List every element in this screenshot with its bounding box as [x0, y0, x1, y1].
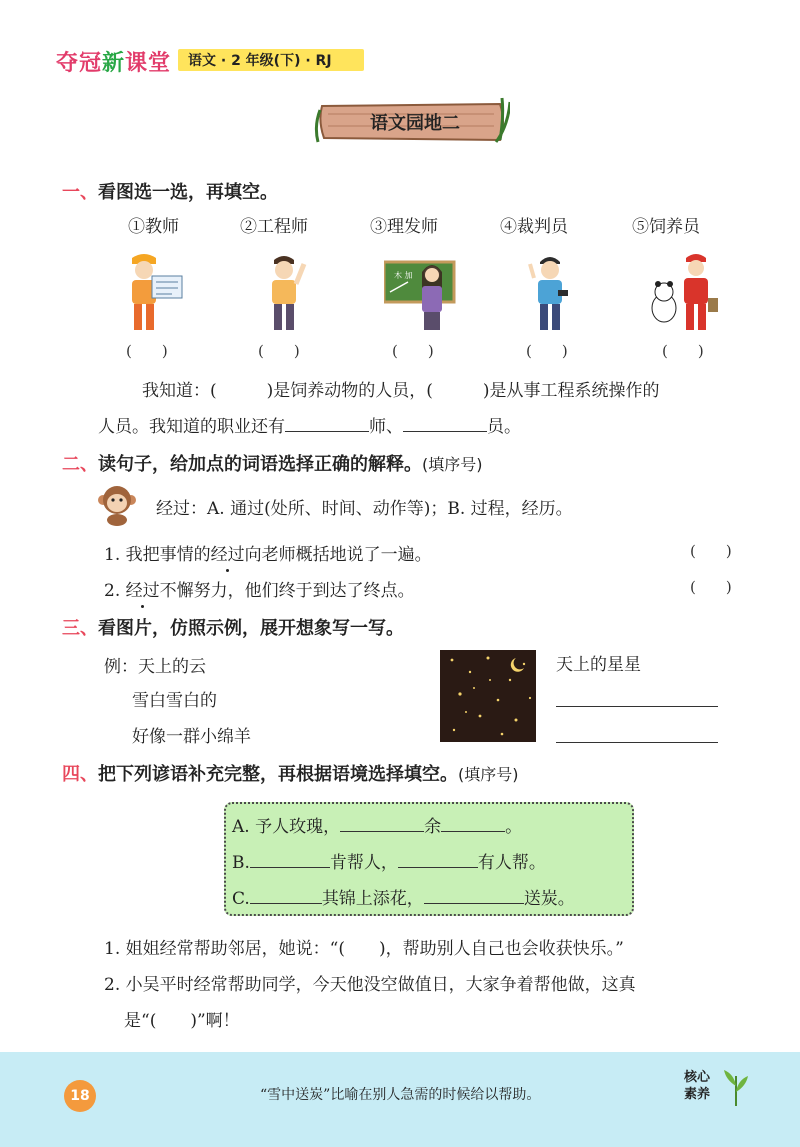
sentence-2-post: 不懈努力，他们终于到达了终点。 — [159, 581, 415, 601]
section1-number: 一、 — [62, 182, 98, 203]
option-5: ⑤饲养员 — [632, 217, 700, 237]
profession-blank-1[interactable] — [285, 415, 369, 432]
subject-label: 语文 · 2 年级(下) · RJ — [188, 53, 332, 69]
proverb-b — [232, 848, 546, 873]
core-literacy-label — [684, 1069, 710, 1103]
engineer-figure-icon — [122, 250, 188, 336]
write-line-1[interactable] — [556, 706, 718, 707]
answer-blank-1[interactable]: ( ) — [126, 342, 168, 360]
plant-icon — [722, 1066, 750, 1106]
option-3: ③理发师 — [370, 217, 438, 237]
proverb-c-blank-1[interactable] — [250, 887, 322, 904]
page-title: 语文园地二 — [370, 113, 460, 134]
proverb-a — [232, 812, 522, 837]
example-label: 例：天上的云 — [104, 657, 206, 677]
option-1: ①教师 — [128, 217, 179, 237]
brand-part2: 新 — [102, 51, 126, 76]
section1-heading — [62, 178, 278, 204]
proverb-b-mid: 肯帮人， — [329, 853, 398, 873]
fill-line1-c: )是从事工程系统操作的 — [482, 381, 660, 401]
page-number: 18 — [64, 1080, 96, 1112]
answer-blank-3[interactable]: ( ) — [392, 342, 434, 360]
example-line-3: 好像一群小绵羊 — [132, 727, 251, 747]
profession-blank-2[interactable] — [403, 415, 487, 432]
sentence-2-answer[interactable]: ( ) — [690, 578, 732, 596]
section1-fill-line1 — [142, 376, 762, 401]
sentence-1-answer[interactable]: ( ) — [690, 542, 732, 560]
brand-part3: 课堂 — [125, 51, 172, 76]
proverb-b-end: 有人帮。 — [477, 853, 546, 873]
sentence-1 — [104, 540, 432, 565]
question-1: 1. 姐姐经常帮助邻居，她说：“( )，帮助别人自己也会收获快乐。” — [104, 939, 624, 959]
answer-blank-4[interactable]: ( ) — [526, 342, 568, 360]
starry-sky-image — [440, 650, 536, 742]
fill-line1-a: 我知道：( — [142, 381, 217, 401]
sentence-2 — [104, 576, 415, 601]
proverb-a-blank-1[interactable] — [340, 815, 424, 832]
sentence-2-dotted-word: 经过 — [125, 581, 160, 601]
sentence-1-pre: 1. 我把事情的 — [104, 545, 211, 565]
keeper-figure-icon — [650, 250, 724, 336]
board-text: 木 加 — [394, 271, 413, 280]
section4-note: (填序号) — [458, 765, 519, 784]
teacher-figure-icon — [384, 258, 458, 336]
section4-heading — [62, 760, 519, 786]
speaker-figure-icon — [262, 250, 312, 336]
section2-heading — [62, 450, 483, 476]
section2-number: 二、 — [62, 454, 98, 475]
brand-logo — [56, 46, 171, 77]
proverb-c — [232, 884, 575, 909]
section3-number: 三、 — [62, 618, 98, 639]
proverb-c-blank-2[interactable] — [424, 887, 524, 904]
sentence-1-dotted-word: 经过 — [210, 545, 245, 565]
proverb-a-end: 。 — [505, 817, 523, 837]
core-line-1: 核心 — [684, 1070, 711, 1085]
write-line-2[interactable] — [556, 742, 718, 743]
question-2-line2: 是“( )”啊！ — [124, 1011, 240, 1031]
footer-note: “雪中送炭”比喻在别人急需的时候给以帮助。 — [260, 1087, 541, 1103]
proverb-c-end: 送炭。 — [523, 889, 575, 909]
proverb-b-blank-2[interactable] — [398, 851, 478, 868]
option-4: ④裁判员 — [500, 217, 568, 237]
option-2: ②工程师 — [240, 217, 308, 237]
monkey-icon — [98, 484, 136, 526]
section3-title: 看图片，仿照示例，展开想象写一写。 — [98, 618, 404, 639]
fill-line1-b: )是饲养动物的人员，( — [266, 381, 433, 401]
proverb-a-blank-2[interactable] — [441, 815, 505, 832]
example-line-2: 雪白雪白的 — [132, 691, 217, 711]
proverb-c-pre: C. — [232, 889, 250, 909]
proverb-a-pre: A. 予人玫瑰， — [232, 817, 341, 837]
task-label: 天上的星星 — [556, 655, 641, 675]
answer-blank-5[interactable]: ( ) — [662, 342, 704, 360]
section3-heading — [62, 614, 404, 640]
proverb-b-pre: B. — [232, 853, 250, 873]
section4-number: 四、 — [62, 764, 98, 785]
fill-line2-c: 员。 — [487, 417, 521, 437]
sentence-1-post: 向老师概括地说了一遍。 — [244, 545, 432, 565]
section2-note: (填序号) — [422, 455, 483, 474]
section2-title: 读句子，给加点的词语选择正确的解释。 — [98, 454, 422, 475]
proverb-c-mid: 其锦上添花， — [321, 889, 424, 909]
answer-blank-2[interactable]: ( ) — [258, 342, 300, 360]
core-line-2: 素养 — [684, 1087, 711, 1102]
proverb-a-mid: 余 — [424, 817, 442, 837]
definition-text: 经过：A. 通过(处所、时间、动作等)；B. 过程，经历。 — [156, 499, 573, 519]
proverb-b-blank-1[interactable] — [250, 851, 330, 868]
brand-part1: 夺冠 — [56, 51, 103, 76]
fill-line2-b: 师、 — [369, 417, 403, 437]
sentence-2-pre: 2. — [104, 581, 126, 601]
question-2-line1: 2. 小吴平时经常帮助同学，今天他没空做值日，大家争着帮他做，这真 — [104, 975, 636, 995]
fill-line2-a: 人员。我知道的职业还有 — [98, 417, 285, 437]
section4-title: 把下列谚语补充完整，再根据语境选择填空。 — [98, 764, 458, 785]
section1-fill-line2 — [98, 412, 521, 437]
referee-figure-icon — [528, 250, 580, 336]
section1-title: 看图选一选，再填空。 — [98, 182, 278, 203]
